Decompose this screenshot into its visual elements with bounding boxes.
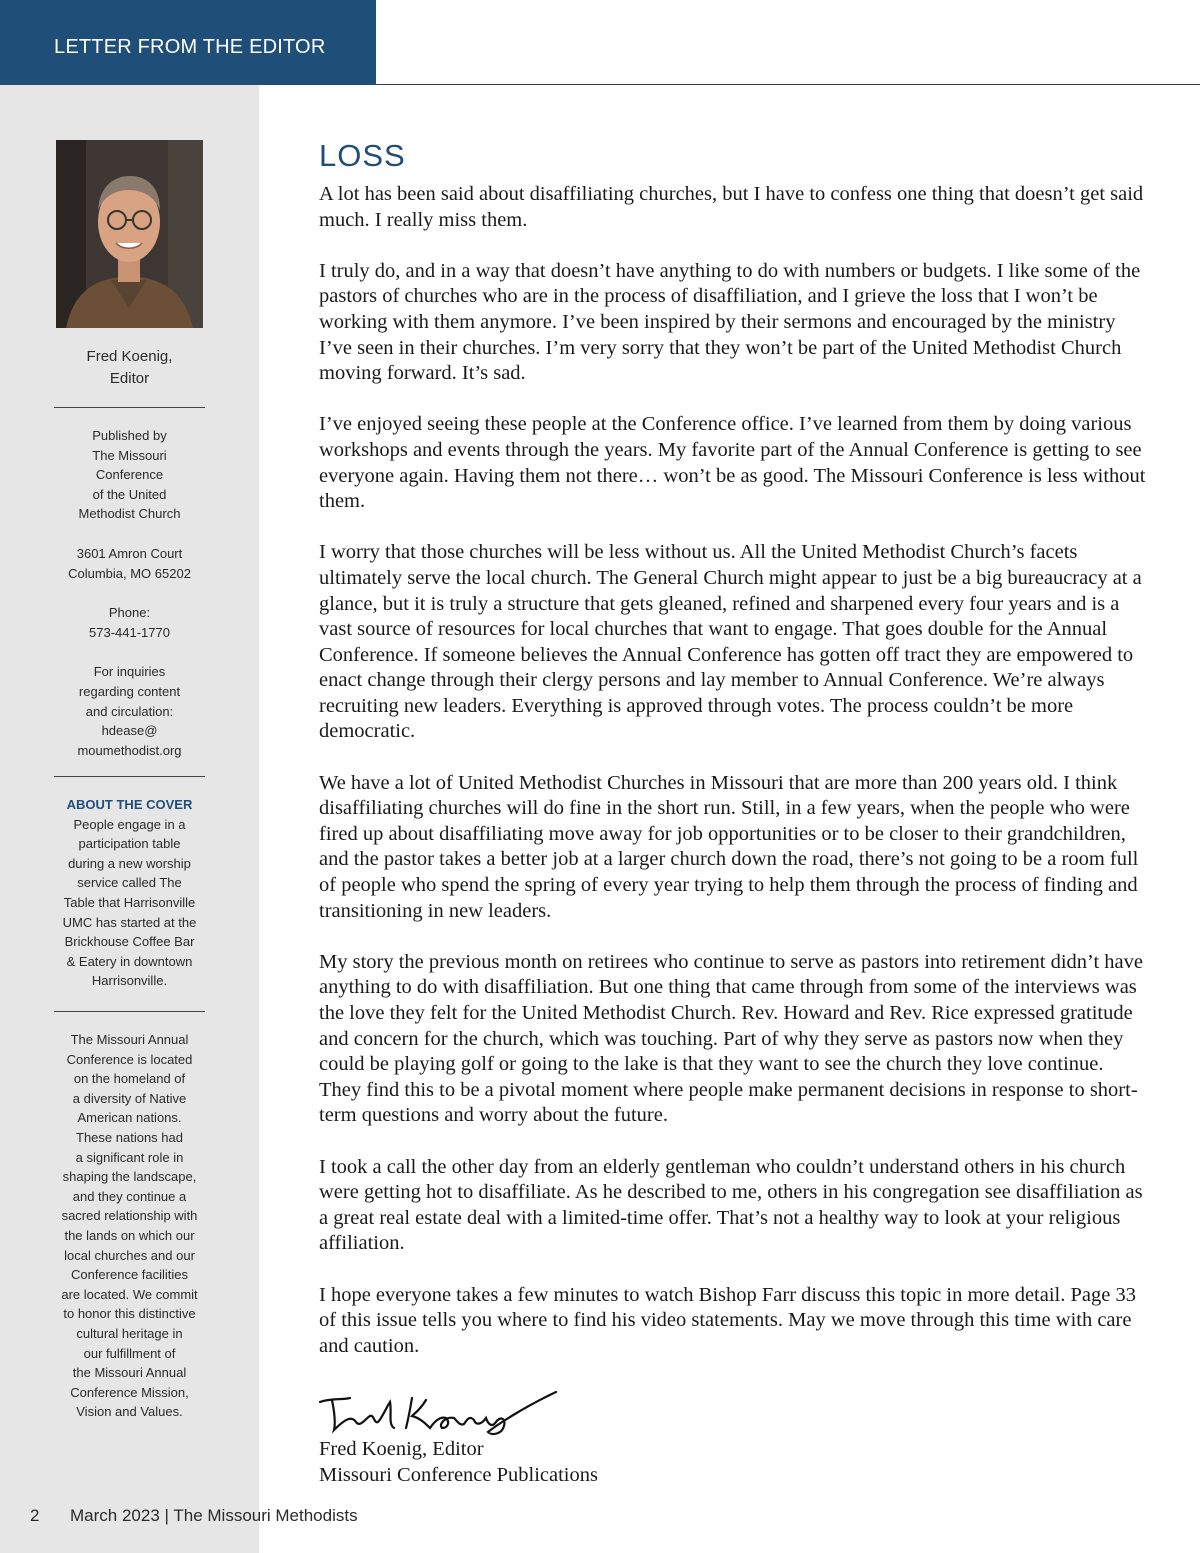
section-label: LETTER FROM THE EDITOR (54, 36, 326, 58)
land-acknowledgment (40, 1030, 219, 1422)
address: 3601 Amron Court Columbia, MO 65202 (68, 545, 191, 581)
article-paragraph: I’ve enjoyed seeing these people at the Conference office. I’ve learned from them by doing various workshops and events through the years. My favorite part of the Annual Conference is getting to see everyone again. Having them not there… won’t be as good. The Missouri Conference is less without them. (319, 413, 1146, 513)
article-paragraph: We have a lot of United Methodist Churches in Missouri that are more than 200 years old. I think disaffiliating churches will do fine in the short run. Still, in a few years, when the people who were fired up about disaffiliating move away for job opportunities or to be closer to their grandchildren, and the pastor takes a better job at a larger church down the road, there’s not going to be a room full of people who spend the spring of every year trying to help them through the process of finding and transitioning in new leaders. (319, 771, 1139, 922)
sidebar-divider (54, 407, 205, 408)
article-paragraph: I worry that those churches will be less without us. All the United Methodist Church’s facets ultimately serve the local church. The General Church might appear to just be a big bureaucracy at a glance, but it is truly a structure that gets gleaned, refined and sharpened every four years and is a vast source of resources for local churches that want to engage. That goes double for the Annual Conference. If someone believes the Annual Conference has gotten off tract they are empowered to enact change through their clergy persons and lay member to Annual Conference. We’re always recruiting new leaders. Everything is approved through votes. The process couldn’t be more democratic. (319, 541, 1142, 743)
article-paragraph: I took a call the other day from an elderly gentleman who couldn’t understand others in his church were getting hot to disaffiliate. As he described to me, others in his congregation see disaffiliation as a great real estate deal with a limited-time offer. That’s not a healthy way to look at your religious affiliation. (319, 1155, 1143, 1255)
article (319, 136, 1149, 1385)
footer-separator: | (164, 1506, 169, 1525)
article-body (319, 182, 1149, 1359)
sidebar-divider (54, 1011, 205, 1012)
photo-caption (40, 346, 219, 390)
publication-name: The Missouri Methodists (173, 1506, 358, 1525)
header-rule (376, 84, 1200, 85)
signoff-name: Fred Koenig, Editor (319, 1438, 484, 1460)
page-footer (30, 1506, 358, 1526)
signoff-organization: Missouri Conference Publications (319, 1464, 598, 1486)
page-number: 2 (30, 1506, 40, 1525)
editor-photo (56, 140, 203, 328)
cover-text: People engage in a participation table during a new worship service called The Table that Harrisonville UMC has started at the Brickhouse Coffee Bar & Eatery in downtown Harrisonville. (62, 816, 197, 989)
article-paragraph: A lot has been said about disaffiliating churches, but I have to confess one thing that doesn’t get said much. I really miss them. (319, 183, 1144, 231)
article-paragraph: I hope everyone takes a few minutes to watch Bishop Farr discuss this topic in more detail. Page 33 of this issue tells you where to find his video statements. May we move through this time with care and caution. (319, 1283, 1136, 1357)
article-title: LOSS (319, 138, 406, 173)
published-by: Published by The Missouri Conference of the United Methodist Church (78, 428, 181, 522)
article-paragraph: My story the previous month on retirees who continue to serve as pastors into retirement didn’t have anything to do with disaffiliation. But one thing that came through from some of the interviews was the love they felt for the United Methodist Church. Rev. Howard and Rev. Rice expressed gratitude and concern for the church, which was touching. Part of why they serve as pastors now when they could be playing golf or going to the lake is that they want to see the church they love continue. They find this to be a pivotal moment where people make permanent decisions in response to short-term questions and worry about the future. (319, 950, 1143, 1127)
caption-role: Editor (109, 370, 150, 387)
article-paragraph: I truly do, and in a way that doesn’t have anything to do with numbers or budgets. I like some of the pastors of churches who are in the process of disaffiliation, and I grieve the loss that I won’t be working with them anymore. I’ve been inspired by their sermons and encouraged by the ministry I’ve seen in their churches. I’m very sorry that they won’t be part of the United Methodist Church moving forward. It’s sad. (319, 259, 1141, 385)
about-the-cover (40, 795, 219, 991)
cover-heading: ABOUT THE COVER (66, 797, 193, 812)
sidebar-divider (54, 776, 205, 777)
issue-date: March 2023 (70, 1506, 160, 1525)
inquiries: For inquiries regarding content and circulation: hdease@ moumethodist.org (77, 664, 182, 758)
land-acknowledgment-text: The Missouri Annual Conference is located on the homeland of a diversity of Native American nations. These nations had a significant role in shaping the landscape, and they continue a sacred relationship with the lands on which our local churches and our Conference facilities are located. We commit to honor this distinctive cultural heritage in our fulfillment of the Missouri Annual Conference Mission, Vision and Values. (61, 1032, 198, 1420)
section-header (0, 0, 376, 85)
publisher-info (40, 426, 219, 780)
editor-signature (316, 1388, 566, 1438)
caption-name: Fred Koenig, (86, 348, 173, 365)
phone: Phone: 573-441-1770 (89, 605, 170, 640)
signoff (319, 1436, 598, 1488)
editor-portrait-image (56, 140, 203, 328)
